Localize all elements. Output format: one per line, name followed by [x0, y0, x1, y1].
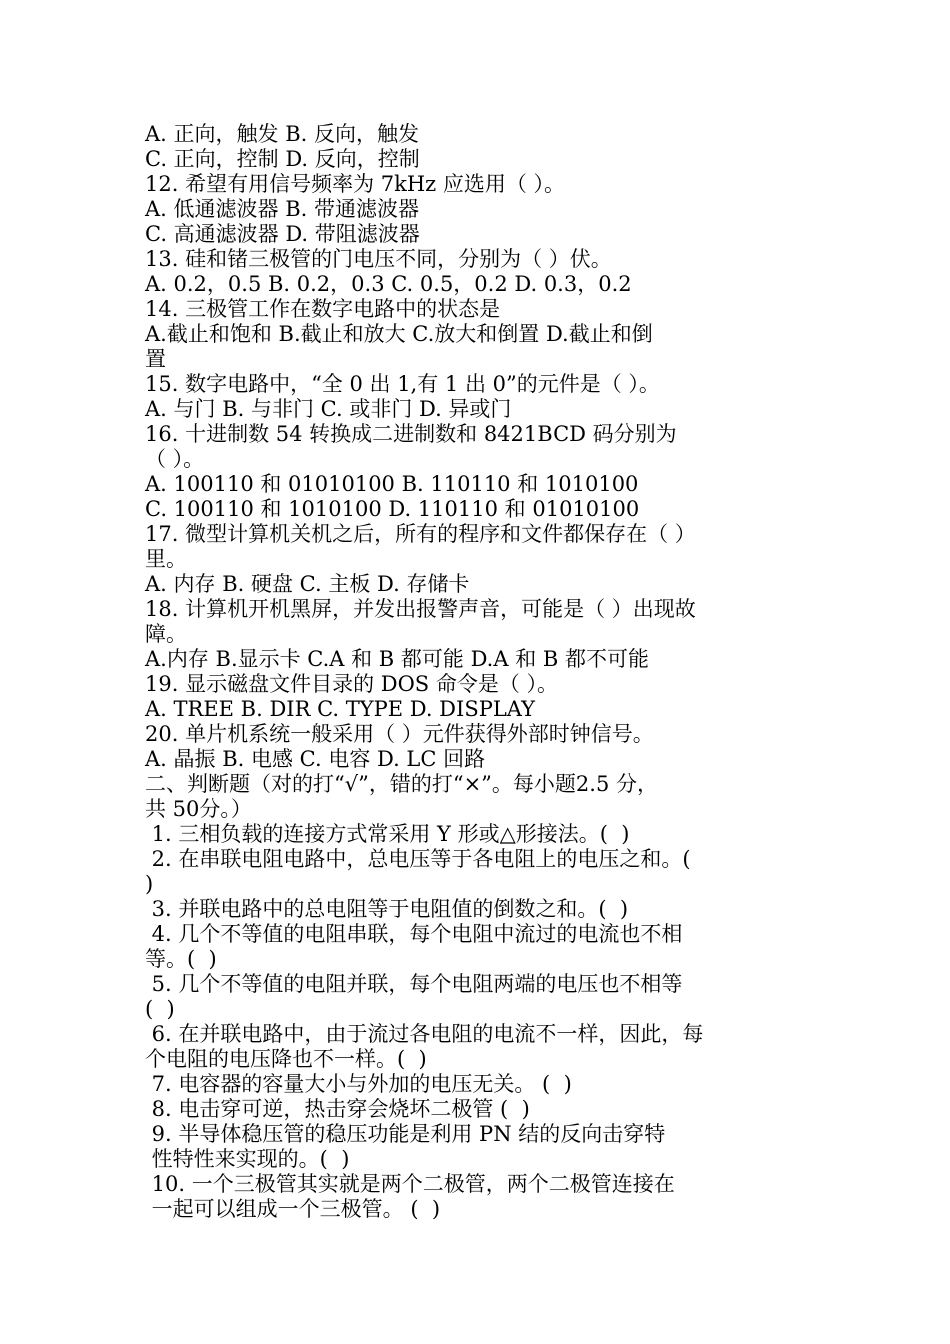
text-line: 9. 半导体稳压管的稳压功能是利用 PN 结的反向击穿特 — [145, 1122, 666, 1146]
text-line: 19. 显示磁盘文件目录的 DOS 命令是（ ）。 — [145, 672, 559, 696]
text-line: （ ）。 — [145, 447, 205, 471]
text-line: 1. 三相负载的连接方式常采用 Y 形或△形接法。( ) — [145, 822, 630, 846]
text-line: 等。( ) — [145, 947, 217, 971]
text-line: 个电阻的电压降也不一样。( ) — [145, 1047, 427, 1071]
text-line: 15. 数字电路中，“全 0 出 1,有 1 出 0”的元件是（ ）。 — [145, 372, 660, 396]
text-line: C. 100110 和 1010100 D. 110110 和 01010100 — [145, 497, 640, 521]
text-line: 共 50分。） — [145, 797, 252, 821]
text-line: C. 高通滤波器 D. 带阻滤波器 — [145, 222, 420, 246]
text-line: 3. 并联电路中的总电阻等于电阻值的倒数之和。( ) — [145, 897, 629, 921]
text-line: 14. 三极管工作在数字电路中的状态是 — [145, 297, 501, 321]
text-line: A.截止和饱和 B.截止和放大 C.放大和倒置 D.截止和倒 — [145, 322, 653, 346]
text-line: A.内存 B.显示卡 C.A 和 B 都可能 D.A 和 B 都不可能 — [145, 647, 649, 671]
text-line: 18. 计算机开机黑屏，并发出报警声音，可能是（ ）出现故 — [145, 597, 696, 621]
text-line: A. 低通滤波器 B. 带通滤波器 — [145, 197, 419, 221]
text-line: 8. 电击穿可逆，热击穿会烧坏二极管 ( ) — [145, 1097, 530, 1121]
text-line: 12. 希望有用信号频率为 7kHz 应选用（ ）。 — [145, 172, 566, 196]
text-line: A. 0.2，0.5 B. 0.2，0.3 C. 0.5，0.2 D. 0.3，0.2 — [145, 272, 632, 296]
text-line: 里。 — [145, 547, 187, 571]
document-body — [145, 122, 795, 1222]
text-line: 4. 几个不等值的电阻串联，每个电阻中流过的电流也不相 — [145, 922, 683, 946]
text-line: A. 100110 和 01010100 B. 110110 和 1010100 — [145, 472, 639, 496]
text-line: A. 与门 B. 与非门 C. 或非门 D. 异或门 — [145, 397, 512, 421]
text-line: 二、判断题（对的打“√”，错的打“×”。每小题2.5 分， — [145, 772, 658, 796]
text-line: 20. 单片机系统一般采用（ ）元件获得外部时钟信号。 — [145, 722, 654, 746]
text-line: C. 正向，控制 D. 反向，控制 — [145, 147, 420, 171]
text-line: 5. 几个不等值的电阻并联，每个电阻两端的电压也不相等 — [145, 972, 683, 996]
text-line: 性特性来实现的。( ) — [145, 1147, 350, 1171]
text-line: 一起可以组成一个三极管。 ( ) — [145, 1197, 441, 1221]
text-line: ( ) — [145, 997, 175, 1021]
text-line: A. 内存 B. 硬盘 C. 主板 D. 存储卡 — [145, 572, 470, 596]
text-line: 10. 一个三极管其实就是两个二极管，两个二极管连接在 — [145, 1172, 675, 1196]
text-line: 7. 电容器的容量大小与外加的电压无关。 ( ) — [145, 1072, 572, 1096]
text-line: A. 正向，触发 B. 反向，触发 — [145, 122, 419, 146]
text-line: 16. 十进制数 54 转换成二进制数和 8421BCD 码分别为 — [145, 422, 677, 446]
text-line: 6. 在并联电路中，由于流过各电阻的电流不一样，因此，每 — [145, 1022, 704, 1046]
text-line: ) — [145, 872, 154, 896]
text-line: A. TREE B. DIR C. TYPE D. DISPLAY — [145, 697, 535, 721]
text-line: 17. 微型计算机关机之后，所有的程序和文件都保存在（ ） — [145, 522, 696, 546]
text-line: 13. 硅和锗三极管的门电压不同，分别为（ ）伏。 — [145, 247, 612, 271]
text-line: 障。 — [145, 622, 187, 646]
text-line: 2. 在串联电阻电路中，总电压等于各电阻上的电压之和。( — [145, 847, 691, 871]
text-line: A. 晶振 B. 电感 C. 电容 D. LC 回路 — [145, 747, 486, 771]
text-line: 置 — [145, 347, 166, 371]
